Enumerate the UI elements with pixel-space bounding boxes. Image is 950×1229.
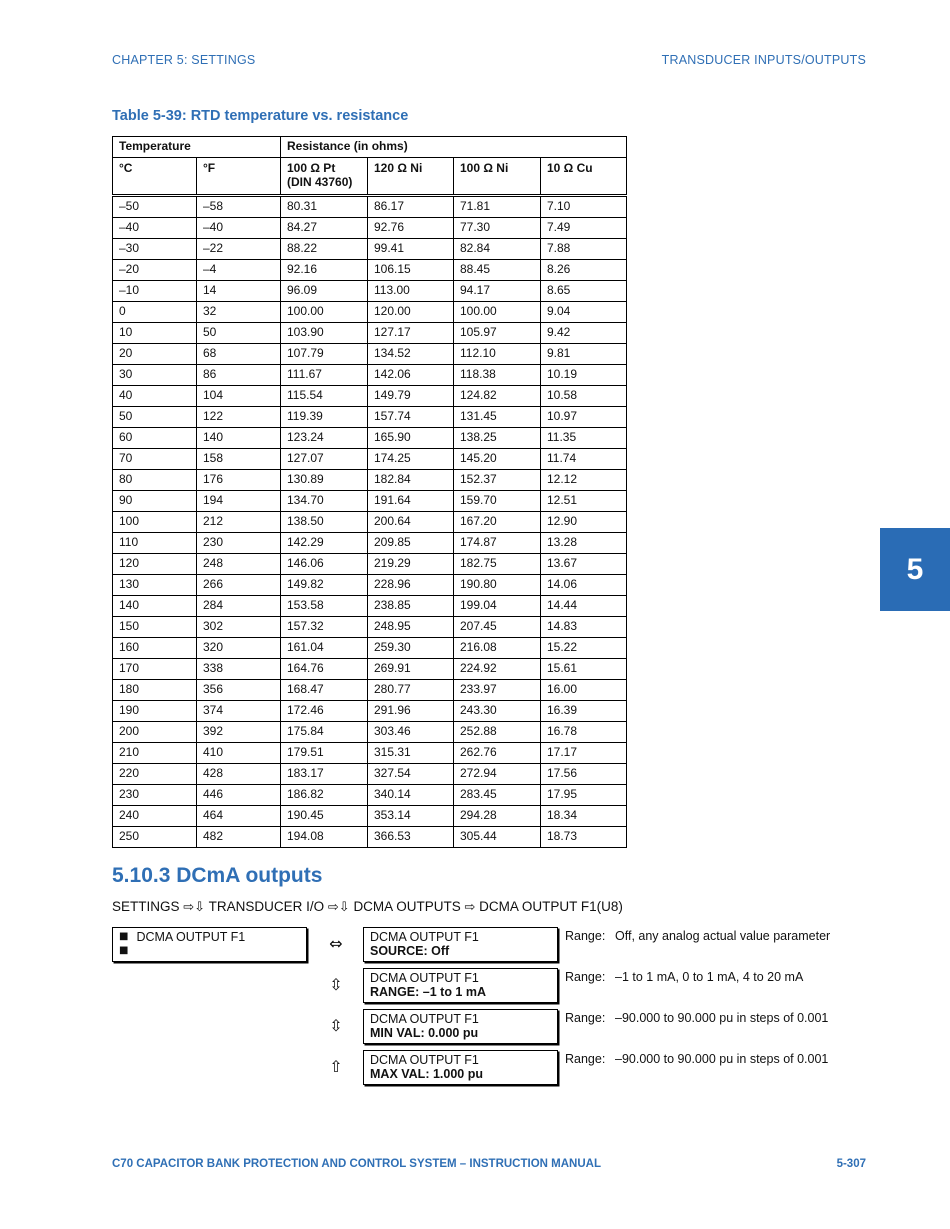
cell-celsius: 190 [113, 701, 197, 722]
cell-pt100: 161.04 [281, 638, 368, 659]
cell-ni100: 182.75 [454, 554, 541, 575]
cell-ni100: 112.10 [454, 344, 541, 365]
cell-fahrenheit: 158 [197, 449, 281, 470]
cell-celsius: 150 [113, 617, 197, 638]
cell-celsius: –50 [113, 196, 197, 218]
cell-cu10: 14.06 [541, 575, 627, 596]
main-box-label: DCMA OUTPUT F1 [136, 930, 246, 944]
cell-ni120: 259.30 [368, 638, 454, 659]
cell-pt100: 130.89 [281, 470, 368, 491]
cell-pt100: 100.00 [281, 302, 368, 323]
cell-pt100: 111.67 [281, 365, 368, 386]
cell-cu10: 17.17 [541, 743, 627, 764]
cell-ni100: 252.88 [454, 722, 541, 743]
cell-cu10: 18.34 [541, 806, 627, 827]
table-row [113, 428, 627, 449]
table-row [113, 281, 627, 302]
table-row [113, 344, 627, 365]
cell-fahrenheit: 122 [197, 407, 281, 428]
cell-pt100: 153.58 [281, 596, 368, 617]
cell-cu10: 14.44 [541, 596, 627, 617]
cell-ni100: 305.44 [454, 827, 541, 848]
cell-cu10: 13.28 [541, 533, 627, 554]
cell-cu10: 17.95 [541, 785, 627, 806]
dcma-output-main-box [112, 927, 307, 962]
cell-celsius: 70 [113, 449, 197, 470]
cell-cu10: 14.83 [541, 617, 627, 638]
cell-ni120: 106.15 [368, 260, 454, 281]
cell-celsius: 250 [113, 827, 197, 848]
cell-fahrenheit: 482 [197, 827, 281, 848]
cell-celsius: 240 [113, 806, 197, 827]
table-row [113, 785, 627, 806]
table-row [113, 575, 627, 596]
table-row [113, 638, 627, 659]
setting-box [363, 1050, 558, 1085]
chapter-tab: 5 [880, 528, 950, 611]
table-row [113, 764, 627, 785]
cell-ni120: 127.17 [368, 323, 454, 344]
nav-arrow-icon: ⇳ [329, 1016, 343, 1035]
menu-path-item: DCMA OUTPUTS [353, 899, 461, 914]
cell-fahrenheit: 374 [197, 701, 281, 722]
cell-ni120: 142.06 [368, 365, 454, 386]
cell-ni100: 167.20 [454, 512, 541, 533]
cell-celsius: 200 [113, 722, 197, 743]
cell-ni100: 152.37 [454, 470, 541, 491]
cell-cu10: 16.78 [541, 722, 627, 743]
cell-fahrenheit: 104 [197, 386, 281, 407]
nav-arrow-icon: ⇳ [329, 975, 343, 994]
menu-path-item: TRANSDUCER I/O [208, 899, 325, 914]
cell-ni100: 233.97 [454, 680, 541, 701]
cell-ni120: 200.64 [368, 512, 454, 533]
cell-ni120: 86.17 [368, 196, 454, 218]
cell-ni120: 92.76 [368, 218, 454, 239]
table-row [113, 512, 627, 533]
cell-cu10: 7.49 [541, 218, 627, 239]
cell-ni120: 280.77 [368, 680, 454, 701]
footer-manual-title: C70 CAPACITOR BANK PROTECTION AND CONTROL SYSTEM – INSTRUCTION MANUAL [112, 1158, 601, 1170]
cell-fahrenheit: 140 [197, 428, 281, 449]
header-celsius: °C [113, 158, 197, 196]
menu-path [112, 899, 623, 915]
table-row [113, 365, 627, 386]
cell-cu10: 8.26 [541, 260, 627, 281]
cell-cu10: 18.73 [541, 827, 627, 848]
cell-celsius: 10 [113, 323, 197, 344]
cell-pt100: 164.76 [281, 659, 368, 680]
cell-ni120: 291.96 [368, 701, 454, 722]
cell-fahrenheit: 68 [197, 344, 281, 365]
cell-cu10: 10.58 [541, 386, 627, 407]
table-row [113, 239, 627, 260]
table-row [113, 449, 627, 470]
cell-celsius: 0 [113, 302, 197, 323]
range-label: Range: [565, 1052, 606, 1066]
cell-pt100: 186.82 [281, 785, 368, 806]
cell-pt100: 175.84 [281, 722, 368, 743]
chapter-header: CHAPTER 5: SETTINGS [112, 53, 256, 67]
menu-path-arrow-icon: ⇨ [464, 900, 476, 915]
cell-pt100: 146.06 [281, 554, 368, 575]
table-row [113, 806, 627, 827]
range-label: Range: [565, 929, 606, 943]
cell-celsius: 120 [113, 554, 197, 575]
header-temperature: Temperature [113, 137, 281, 158]
cell-pt100: 179.51 [281, 743, 368, 764]
cell-ni120: 182.84 [368, 470, 454, 491]
cell-fahrenheit: –22 [197, 239, 281, 260]
cell-celsius: 80 [113, 470, 197, 491]
cell-pt100: 84.27 [281, 218, 368, 239]
cell-celsius: 230 [113, 785, 197, 806]
menu-path-arrow-icon: ⇨⇩ [327, 900, 350, 915]
cell-fahrenheit: –40 [197, 218, 281, 239]
cell-ni120: 157.74 [368, 407, 454, 428]
cell-ni100: 224.92 [454, 659, 541, 680]
table-row [113, 596, 627, 617]
table-row [113, 407, 627, 428]
cell-celsius: 130 [113, 575, 197, 596]
cell-ni100: 199.04 [454, 596, 541, 617]
cell-pt100: 190.45 [281, 806, 368, 827]
table-caption: Table 5-39: RTD temperature vs. resistance [112, 108, 409, 124]
cell-celsius: –20 [113, 260, 197, 281]
cell-fahrenheit: 446 [197, 785, 281, 806]
cell-celsius: 110 [113, 533, 197, 554]
cell-ni120: 219.29 [368, 554, 454, 575]
cell-pt100: 142.29 [281, 533, 368, 554]
cell-ni120: 113.00 [368, 281, 454, 302]
cell-ni100: 118.38 [454, 365, 541, 386]
table-group-header-row [113, 137, 627, 158]
cell-fahrenheit: 266 [197, 575, 281, 596]
cell-pt100: 127.07 [281, 449, 368, 470]
cell-cu10: 7.88 [541, 239, 627, 260]
cell-celsius: 90 [113, 491, 197, 512]
cell-fahrenheit: 212 [197, 512, 281, 533]
cell-pt100: 157.32 [281, 617, 368, 638]
cell-cu10: 10.19 [541, 365, 627, 386]
header-resistance: Resistance (in ohms) [281, 137, 627, 158]
table-row [113, 827, 627, 848]
cell-ni120: 340.14 [368, 785, 454, 806]
table-row [113, 659, 627, 680]
cell-pt100: 115.54 [281, 386, 368, 407]
cell-cu10: 12.51 [541, 491, 627, 512]
rtd-table [112, 136, 627, 848]
setting-box [363, 927, 558, 962]
cell-ni100: 100.00 [454, 302, 541, 323]
cell-ni100: 124.82 [454, 386, 541, 407]
table-row [113, 386, 627, 407]
table-row [113, 617, 627, 638]
cell-pt100: 103.90 [281, 323, 368, 344]
table-row [113, 323, 627, 344]
cell-celsius: 60 [113, 428, 197, 449]
cell-ni100: 159.70 [454, 491, 541, 512]
cell-fahrenheit: 14 [197, 281, 281, 302]
cell-fahrenheit: –4 [197, 260, 281, 281]
header-pt100-line2: (DIN 43760) [287, 175, 353, 189]
cell-ni100: 105.97 [454, 323, 541, 344]
cell-ni100: 190.80 [454, 575, 541, 596]
cell-cu10: 7.10 [541, 196, 627, 218]
cell-ni120: 191.64 [368, 491, 454, 512]
table-row [113, 554, 627, 575]
cell-pt100: 96.09 [281, 281, 368, 302]
cell-pt100: 172.46 [281, 701, 368, 722]
cell-fahrenheit: 428 [197, 764, 281, 785]
cell-pt100: 92.16 [281, 260, 368, 281]
cell-cu10: 8.65 [541, 281, 627, 302]
cell-fahrenheit: 230 [197, 533, 281, 554]
cell-ni120: 120.00 [368, 302, 454, 323]
cell-celsius: 180 [113, 680, 197, 701]
cell-celsius: 20 [113, 344, 197, 365]
table-row [113, 218, 627, 239]
cell-cu10: 17.56 [541, 764, 627, 785]
setting-name: DCMA OUTPUT F1 [370, 971, 479, 985]
setting-value: MIN VAL: 0.000 pu [370, 1026, 479, 1040]
cell-cu10: 12.12 [541, 470, 627, 491]
cell-celsius: 160 [113, 638, 197, 659]
cell-ni120: 165.90 [368, 428, 454, 449]
cell-ni100: 262.76 [454, 743, 541, 764]
cell-ni120: 315.31 [368, 743, 454, 764]
cell-cu10: 12.90 [541, 512, 627, 533]
cell-cu10: 15.22 [541, 638, 627, 659]
cell-celsius: 220 [113, 764, 197, 785]
cell-celsius: –10 [113, 281, 197, 302]
header-ni120: 120 Ω Ni [368, 158, 454, 196]
range-label: Range: [565, 1011, 606, 1025]
cell-celsius: 210 [113, 743, 197, 764]
cell-ni120: 353.14 [368, 806, 454, 827]
cell-pt100: 194.08 [281, 827, 368, 848]
setting-value: SOURCE: Off [370, 944, 450, 958]
cell-ni120: 269.91 [368, 659, 454, 680]
cell-ni100: 243.30 [454, 701, 541, 722]
cell-ni100: 216.08 [454, 638, 541, 659]
cell-ni100: 77.30 [454, 218, 541, 239]
cell-fahrenheit: 464 [197, 806, 281, 827]
nav-arrow-icon: ⇔ [329, 934, 343, 953]
setting-value: RANGE: –1 to 1 mA [370, 985, 486, 999]
cell-celsius: 140 [113, 596, 197, 617]
cell-pt100: 183.17 [281, 764, 368, 785]
cell-ni120: 209.85 [368, 533, 454, 554]
menu-path-item: DCMA OUTPUT F1(U8) [479, 899, 623, 914]
cell-celsius: 40 [113, 386, 197, 407]
cell-cu10: 15.61 [541, 659, 627, 680]
table-row [113, 260, 627, 281]
bullet-icon: ■ [119, 931, 129, 942]
cell-ni120: 248.95 [368, 617, 454, 638]
table-row [113, 680, 627, 701]
range-value: –90.000 to 90.000 pu in steps of 0.001 [615, 1052, 829, 1066]
cell-pt100: 134.70 [281, 491, 368, 512]
cell-ni120: 174.25 [368, 449, 454, 470]
cell-ni100: 207.45 [454, 617, 541, 638]
header-pt100-line1: 100 Ω Pt [287, 161, 336, 175]
cell-fahrenheit: 284 [197, 596, 281, 617]
cell-cu10: 11.35 [541, 428, 627, 449]
table-column-header-row [113, 158, 627, 196]
table-row [113, 743, 627, 764]
cell-cu10: 16.00 [541, 680, 627, 701]
range-value: –1 to 1 mA, 0 to 1 mA, 4 to 20 mA [615, 970, 804, 984]
cell-celsius: 30 [113, 365, 197, 386]
cell-fahrenheit: –58 [197, 196, 281, 218]
menu-path-item: SETTINGS [112, 899, 180, 914]
cell-celsius: –30 [113, 239, 197, 260]
cell-ni120: 149.79 [368, 386, 454, 407]
cell-ni100: 272.94 [454, 764, 541, 785]
section-header: TRANSDUCER INPUTS/OUTPUTS [661, 53, 866, 67]
cell-fahrenheit: 392 [197, 722, 281, 743]
cell-ni100: 82.84 [454, 239, 541, 260]
cell-pt100: 123.24 [281, 428, 368, 449]
range-value: –90.000 to 90.000 pu in steps of 0.001 [615, 1011, 829, 1025]
cell-pt100: 119.39 [281, 407, 368, 428]
header-ni100: 100 Ω Ni [454, 158, 541, 196]
cell-fahrenheit: 248 [197, 554, 281, 575]
cell-fahrenheit: 176 [197, 470, 281, 491]
bullet-icon: ■ [119, 945, 129, 956]
cell-cu10: 10.97 [541, 407, 627, 428]
cell-fahrenheit: 86 [197, 365, 281, 386]
setting-value: MAX VAL: 1.000 pu [370, 1067, 483, 1081]
cell-ni120: 99.41 [368, 239, 454, 260]
table-row [113, 533, 627, 554]
cell-fahrenheit: 320 [197, 638, 281, 659]
cell-cu10: 9.42 [541, 323, 627, 344]
cell-cu10: 9.04 [541, 302, 627, 323]
cell-pt100: 88.22 [281, 239, 368, 260]
cell-pt100: 168.47 [281, 680, 368, 701]
cell-ni100: 174.87 [454, 533, 541, 554]
cell-fahrenheit: 302 [197, 617, 281, 638]
cell-ni120: 303.46 [368, 722, 454, 743]
cell-celsius: 170 [113, 659, 197, 680]
cell-ni120: 366.53 [368, 827, 454, 848]
cell-pt100: 107.79 [281, 344, 368, 365]
table-row [113, 701, 627, 722]
section-title: 5.10.3 DCmA outputs [112, 864, 323, 887]
setting-name: DCMA OUTPUT F1 [370, 1053, 479, 1067]
setting-box [363, 1009, 558, 1044]
cell-ni120: 238.85 [368, 596, 454, 617]
cell-fahrenheit: 32 [197, 302, 281, 323]
cell-ni100: 88.45 [454, 260, 541, 281]
cell-ni120: 134.52 [368, 344, 454, 365]
cell-cu10: 16.39 [541, 701, 627, 722]
table-row [113, 722, 627, 743]
cell-cu10: 13.67 [541, 554, 627, 575]
cell-ni100: 138.25 [454, 428, 541, 449]
cell-fahrenheit: 356 [197, 680, 281, 701]
cell-ni100: 71.81 [454, 196, 541, 218]
nav-arrow-icon: ⇧ [329, 1057, 343, 1076]
header-cu10: 10 Ω Cu [541, 158, 627, 196]
cell-fahrenheit: 338 [197, 659, 281, 680]
cell-fahrenheit: 410 [197, 743, 281, 764]
range-label: Range: [565, 970, 606, 984]
cell-pt100: 149.82 [281, 575, 368, 596]
footer-page-number: 5-307 [836, 1158, 866, 1170]
cell-ni120: 228.96 [368, 575, 454, 596]
cell-celsius: –40 [113, 218, 197, 239]
setting-box [363, 968, 558, 1003]
cell-ni100: 131.45 [454, 407, 541, 428]
setting-name: DCMA OUTPUT F1 [370, 930, 479, 944]
cell-ni100: 145.20 [454, 449, 541, 470]
cell-celsius: 50 [113, 407, 197, 428]
cell-celsius: 100 [113, 512, 197, 533]
header-pt100 [281, 158, 368, 196]
cell-cu10: 11.74 [541, 449, 627, 470]
table-row [113, 302, 627, 323]
cell-fahrenheit: 194 [197, 491, 281, 512]
table-row [113, 470, 627, 491]
header-fahrenheit: °F [197, 158, 281, 196]
cell-cu10: 9.81 [541, 344, 627, 365]
cell-fahrenheit: 50 [197, 323, 281, 344]
cell-ni100: 94.17 [454, 281, 541, 302]
cell-pt100: 138.50 [281, 512, 368, 533]
cell-ni100: 294.28 [454, 806, 541, 827]
cell-ni100: 283.45 [454, 785, 541, 806]
cell-ni120: 327.54 [368, 764, 454, 785]
setting-name: DCMA OUTPUT F1 [370, 1012, 479, 1026]
table-row [113, 196, 627, 218]
range-value: Off, any analog actual value parameter [615, 929, 831, 943]
cell-pt100: 80.31 [281, 196, 368, 218]
menu-path-arrow-icon: ⇨⇩ [183, 900, 206, 915]
table-row [113, 491, 627, 512]
